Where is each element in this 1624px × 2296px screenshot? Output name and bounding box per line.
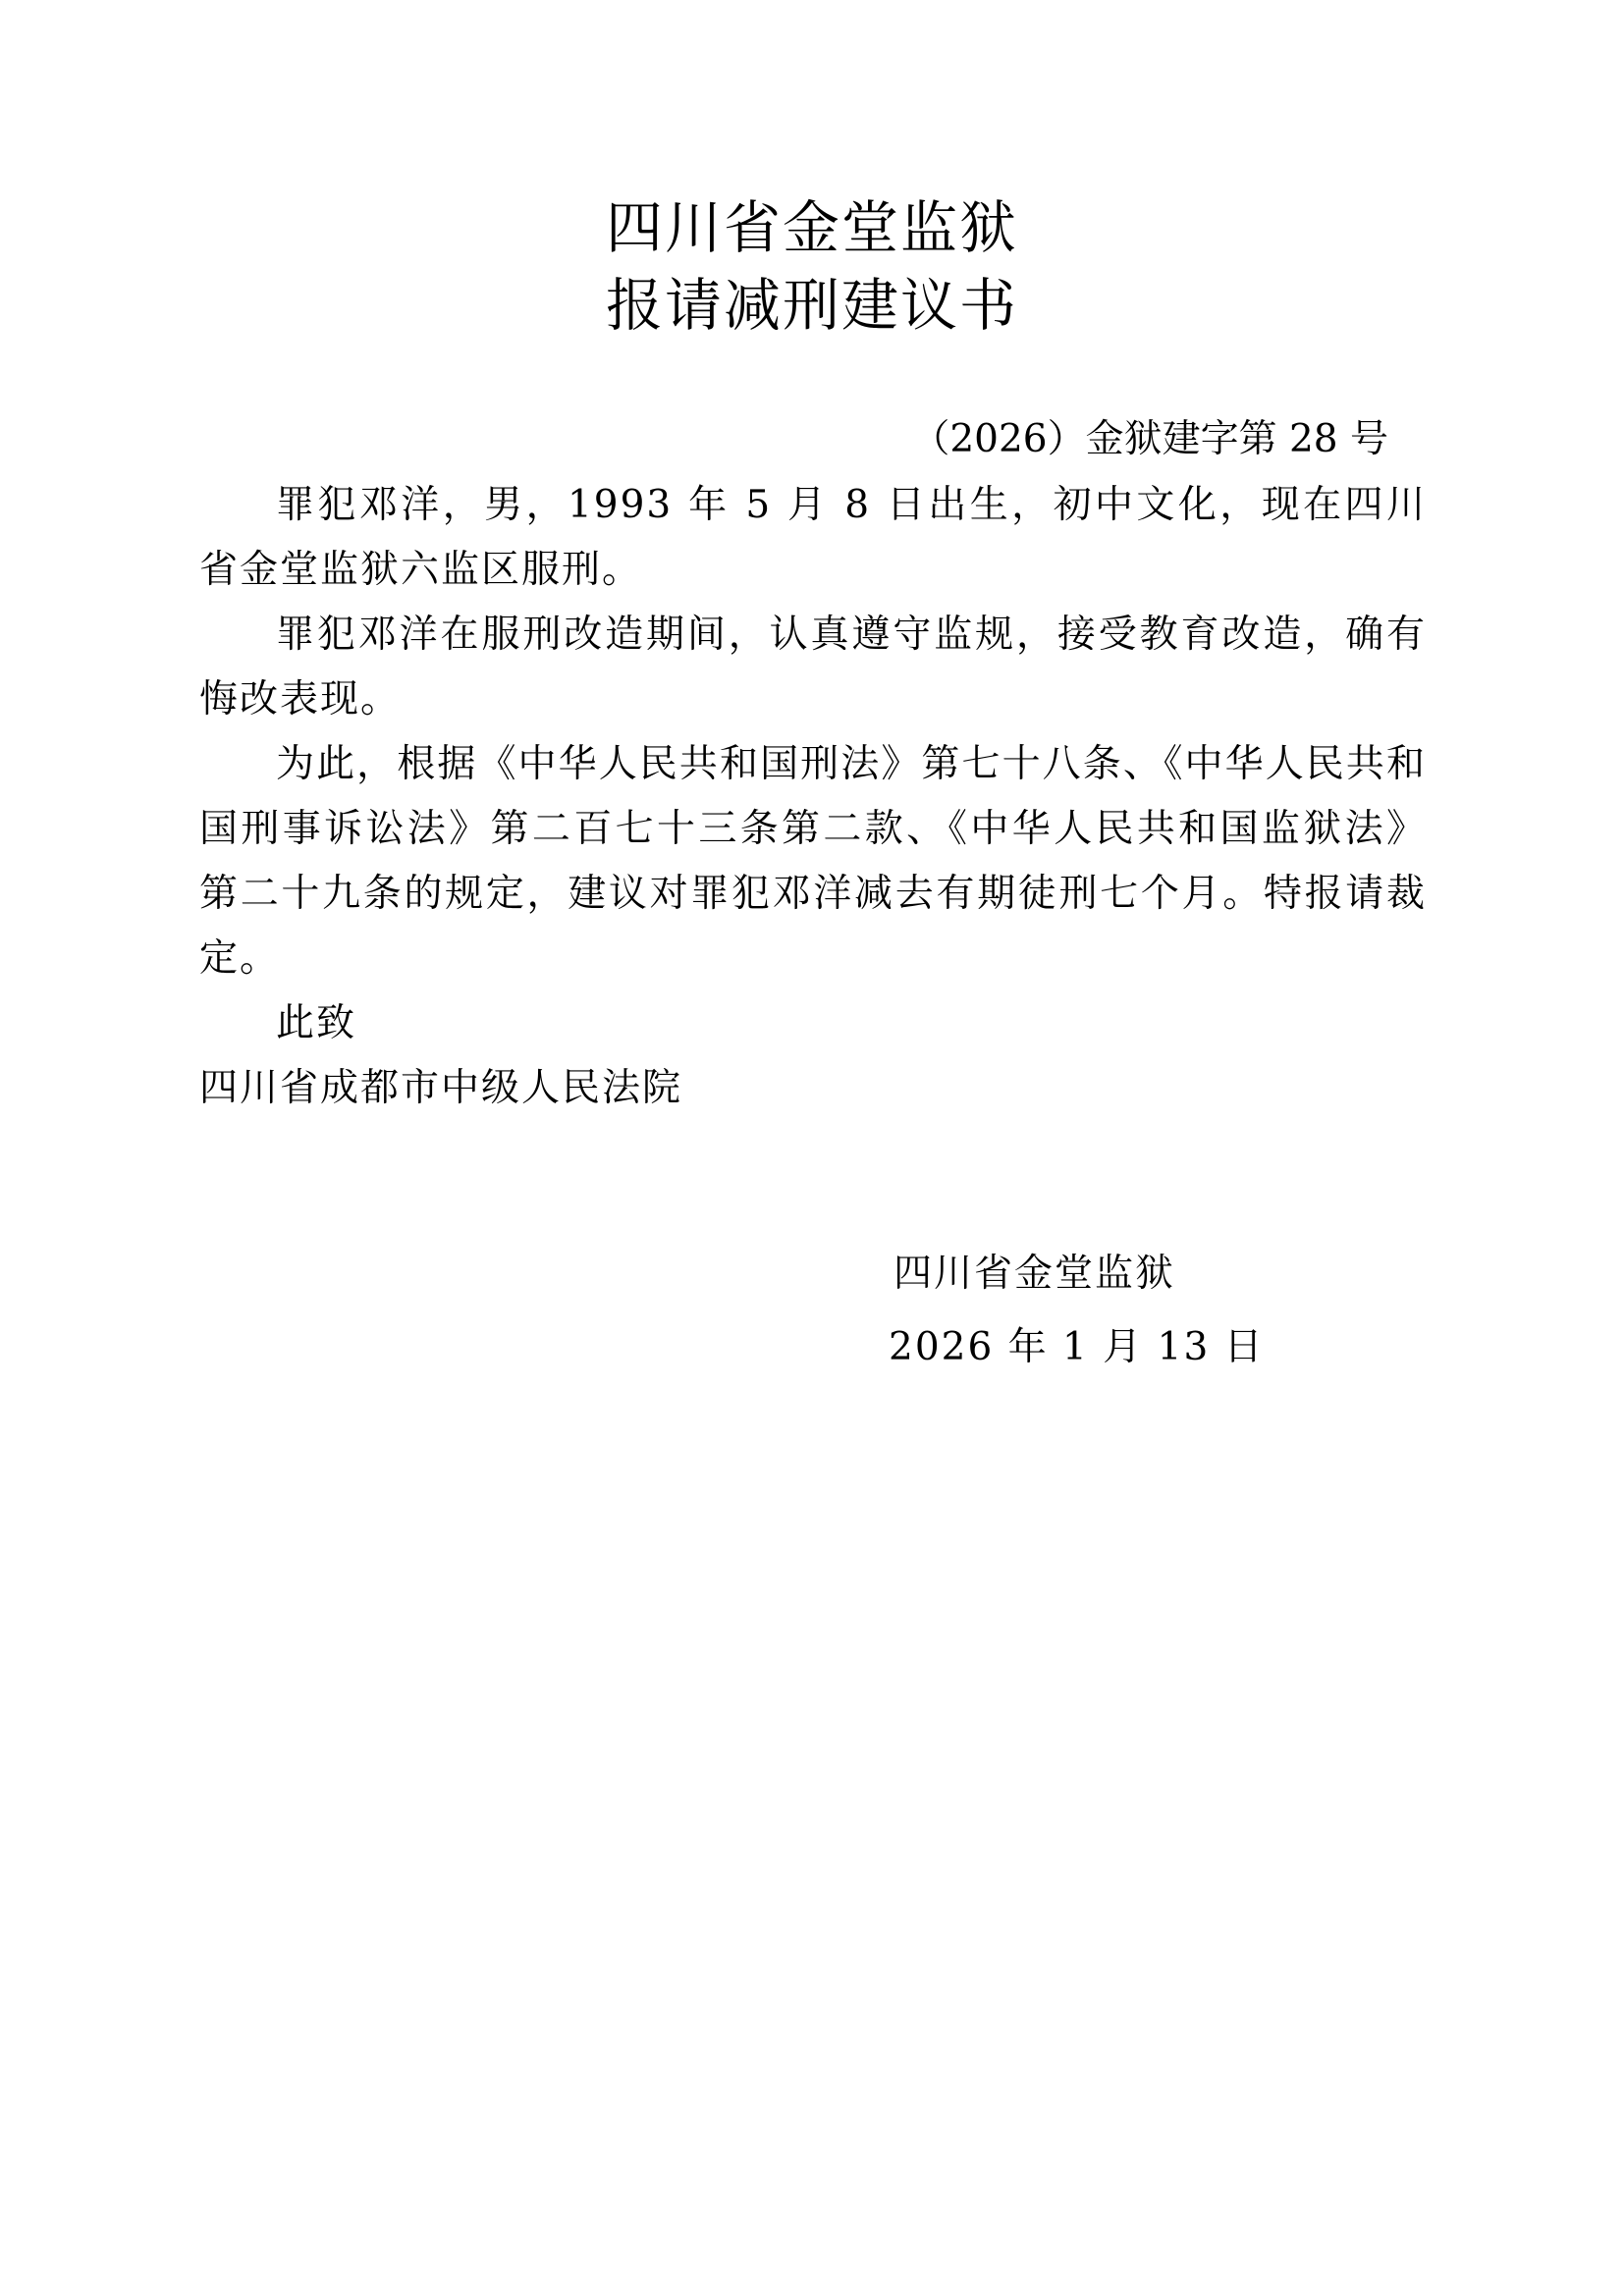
document-title-line-2: 报请减刑建议书 — [605, 272, 1018, 339]
paragraph-legal-basis: 为此，根据《中华人民共和国刑法》第七十八条、《中华人民共和国刑事诉讼法》第二百七十三条第二款、《中华人民共和国监狱法》第二十九条的规定，建议对罪犯邓洋减去有期徒刑七个月。特报请裁定。 — [199, 742, 1427, 981]
document-body — [199, 473, 1427, 1121]
salutation: 此致 — [276, 1001, 357, 1045]
signature-date: 2026 年 1 月 13 日 — [889, 1325, 1265, 1369]
paragraph-conduct: 罪犯邓洋在服刑改造期间，认真遵守监规，接受教育改造，确有悔改表现。 — [199, 613, 1427, 721]
document-number: （2026）金狱建字第 28 号 — [911, 417, 1388, 461]
document-title-line-1: 四川省金堂监狱 — [605, 194, 1018, 261]
paragraph-prisoner-info: 罪犯邓洋，男，1993 年 5 月 8 日出生，初中文化，现在四川省金堂监狱六监区服刑。 — [199, 483, 1427, 592]
recipient: 四川省成都市中级人民法院 — [199, 1066, 683, 1110]
signature-organization: 四川省金堂监狱 — [893, 1252, 1176, 1296]
